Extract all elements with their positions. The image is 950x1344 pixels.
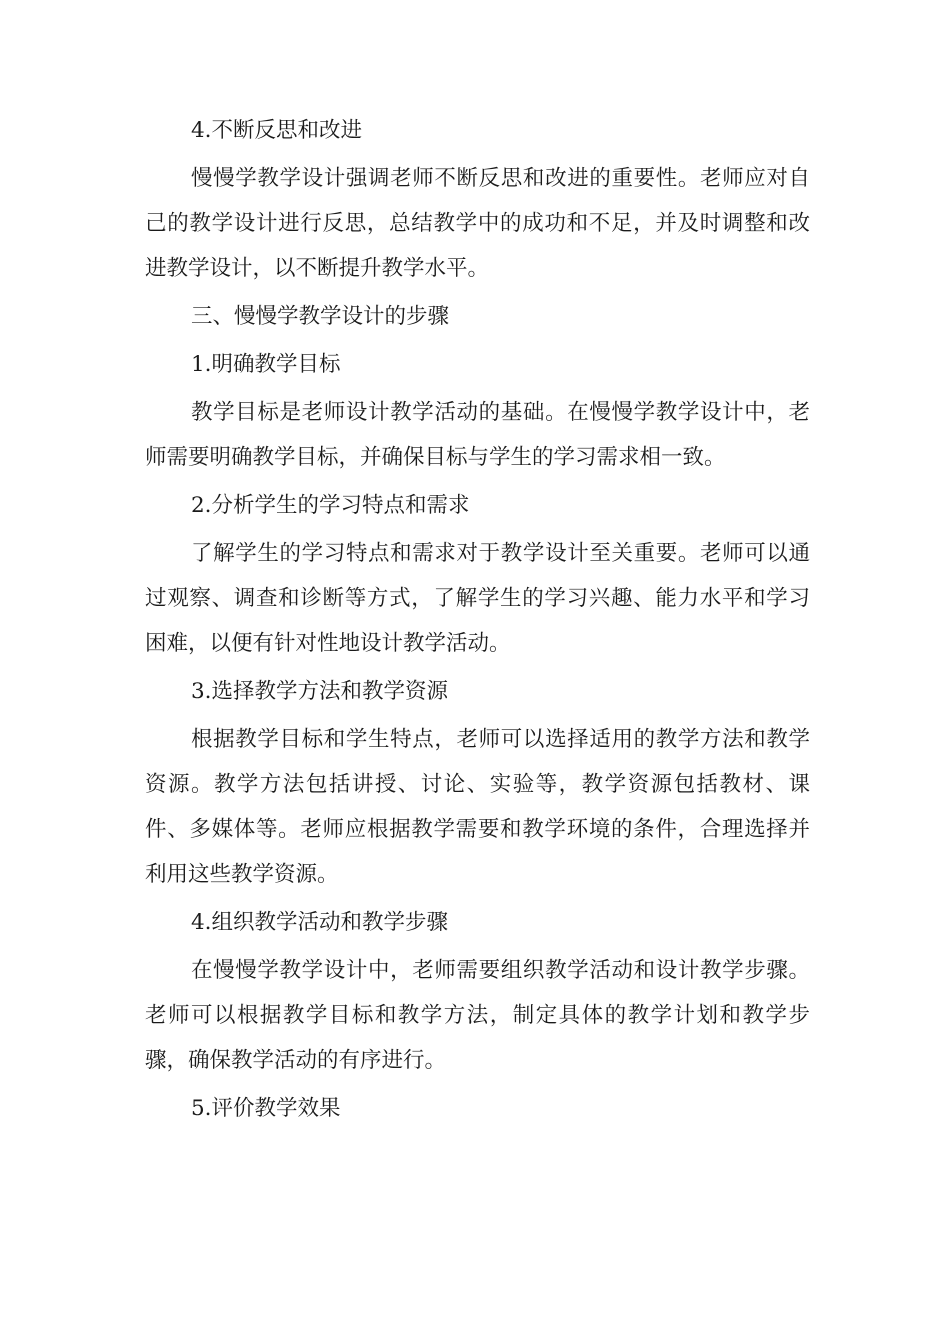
- body-paragraph: 根据教学目标和学生特点，老师可以选择适用的教学方法和教学资源。教学方法包括讲授、讨论、实验等，教学资源包括教材、课件、多媒体等。老师应根据教学需要和教学环境的条件，合理选择并利用这些教学资源。: [145, 727, 810, 887]
- section-heading: 4.组织教学活动和教学步骤: [191, 910, 449, 935]
- section-heading: 1.明确教学目标: [191, 352, 341, 377]
- section-heading: 3.选择教学方法和教学资源: [191, 679, 449, 704]
- body-paragraph: 慢慢学教学设计强调老师不断反思和改进的重要性。老师应对自己的教学设计进行反思，总结教学中的成功和不足，并及时调整和改进教学设计，以不断提升教学水平。: [145, 166, 810, 281]
- document-body: [145, 108, 810, 1134]
- section-heading: 2.分析学生的学习特点和需求: [191, 493, 470, 518]
- section-heading: 4.不断反思和改进: [191, 118, 363, 143]
- body-paragraph: 了解学生的学习特点和需求对于教学设计至关重要。老师可以通过观察、调查和诊断等方式，了解学生的学习兴趣、能力水平和学习困难，以便有针对性地设计教学活动。: [145, 541, 810, 656]
- body-paragraph: 教学目标是老师设计教学活动的基础。在慢慢学教学设计中，老师需要明确教学目标，并确保目标与学生的学习需求相一致。: [145, 400, 810, 470]
- chapter-heading: 三、慢慢学教学设计的步骤: [191, 304, 450, 329]
- section-heading: 5.评价教学效果: [191, 1096, 341, 1121]
- body-paragraph: 在慢慢学教学设计中，老师需要组织教学活动和设计教学步骤。老师可以根据教学目标和教学方法，制定具体的教学计划和教学步骤，确保教学活动的有序进行。: [145, 958, 810, 1073]
